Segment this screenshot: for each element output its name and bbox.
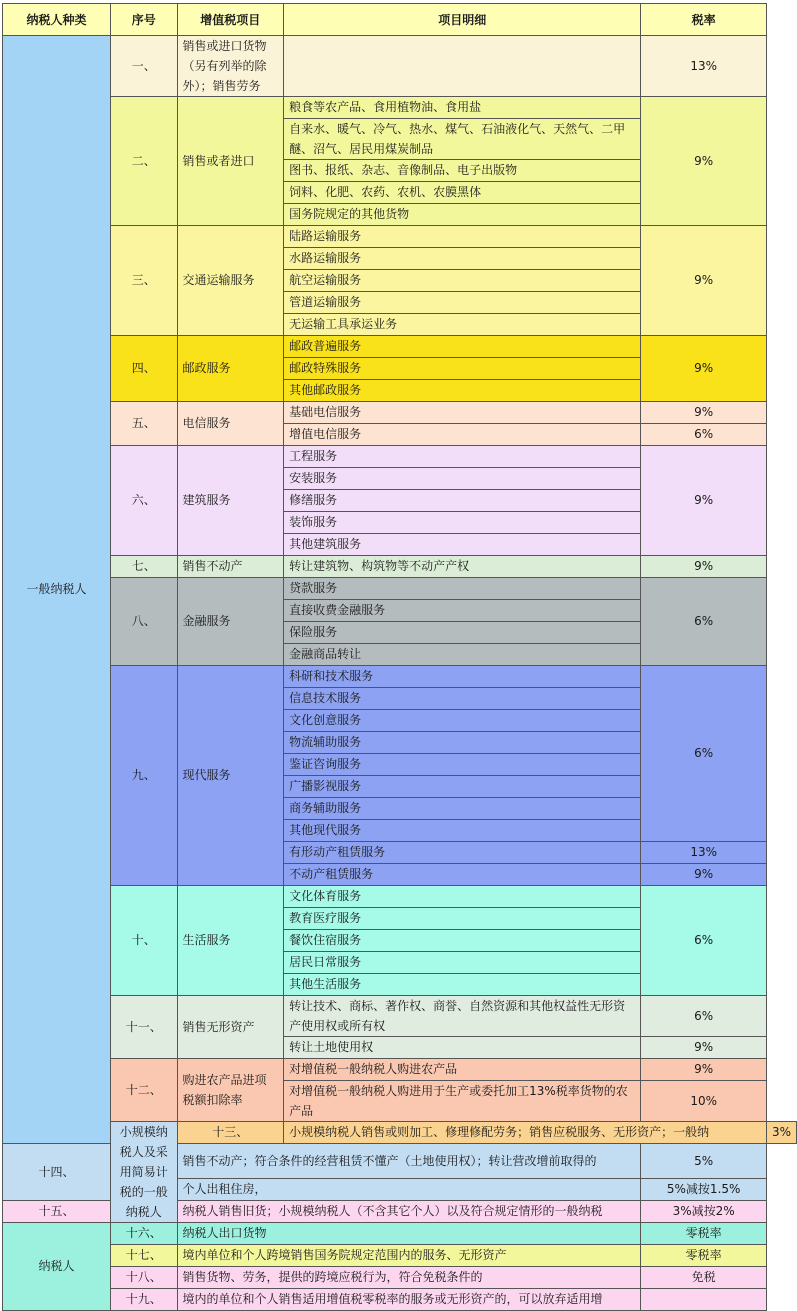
- detail-cell: 有形动产租赁服务: [284, 842, 641, 864]
- detail-cell: 信息技术服务: [284, 688, 641, 710]
- detail-cell: 图书、报纸、杂志、音像制品、电子出版物: [284, 160, 641, 182]
- detail-cell: 转让土地使用权: [284, 1037, 641, 1059]
- detail-cell: 邮政普遍服务: [284, 336, 641, 358]
- item-cell: 个人出租住房，: [177, 1179, 641, 1201]
- detail-cell: 国务院规定的其他货物: [284, 204, 641, 226]
- table-row: [3, 336, 797, 358]
- header-rate: 税率: [641, 4, 767, 36]
- detail-cell: 转让技术、商标、著作权、商誉、自然资源和其他权益性无形资产使用权或所有权: [284, 996, 641, 1037]
- rate-cell: 5%: [641, 1144, 767, 1179]
- item-cell: 购进农产品进项税额扣除率: [177, 1059, 284, 1122]
- rate-cell: 13%: [641, 842, 767, 864]
- table-row: [3, 402, 797, 424]
- item-cell: 电信服务: [177, 402, 284, 446]
- rate-cell: 9%: [641, 446, 767, 556]
- detail-cell: 商务辅助服务: [284, 798, 641, 820]
- detail-cell: 航空运输服务: [284, 270, 641, 292]
- detail-cell: 其他现代服务: [284, 820, 641, 842]
- table-row: [3, 1245, 797, 1267]
- rate-cell: [641, 1289, 767, 1311]
- detail-cell: 自来水、暖气、冷气、热水、煤气、石油液化气、天然气、二甲醚、沼气、居民用煤炭制品: [284, 119, 641, 160]
- detail-cell: [284, 36, 641, 97]
- detail-cell: 其他生活服务: [284, 974, 641, 996]
- rate-cell: 6%: [641, 578, 767, 666]
- table-row: [3, 1122, 797, 1144]
- detail-cell: 科研和技术服务: [284, 666, 641, 688]
- rate-cell: 9%: [641, 864, 767, 886]
- detail-cell: 基础电信服务: [284, 402, 641, 424]
- detail-cell: 陆路运输服务: [284, 226, 641, 248]
- table-row: [3, 578, 797, 600]
- item-cell: 销售不动产；符合条件的经营租赁不懂产（土地使用权）；转让营改增前取得的: [177, 1144, 641, 1179]
- item-cell: 生活服务: [177, 886, 284, 996]
- item-cell: 销售无形资产: [177, 996, 284, 1059]
- detail-cell: 鉴证咨询服务: [284, 754, 641, 776]
- header-detail: 项目明细: [284, 4, 641, 36]
- taxpayer-type-all: 纳税人: [3, 1223, 111, 1311]
- seq-cell: 四、: [110, 336, 177, 402]
- detail-cell: 不动产租赁服务: [284, 864, 641, 886]
- item-cell: 销售或进口货物（另有列举的除外）；销售劳务: [177, 36, 284, 97]
- item-cell: 纳税人销售旧货；小规模纳税人（不含其它个人）以及符合规定情形的一般纳税: [177, 1201, 641, 1223]
- rate-cell: 免税: [641, 1267, 767, 1289]
- detail-cell: 物流辅助服务: [284, 732, 641, 754]
- seq-cell: 十五、: [3, 1201, 111, 1223]
- seq-cell: 二、: [110, 97, 177, 226]
- item-cell: 交通运输服务: [177, 226, 284, 336]
- item-cell: 纳税人出口货物: [177, 1223, 641, 1245]
- rate-cell: 6%: [641, 996, 767, 1037]
- rate-cell: 9%: [641, 402, 767, 424]
- table-row: [3, 446, 797, 468]
- seq-cell: 十六、: [110, 1223, 177, 1245]
- detail-cell: 贷款服务: [284, 578, 641, 600]
- detail-cell: 工程服务: [284, 446, 641, 468]
- table-row: [3, 1059, 797, 1081]
- detail-cell: 餐饮住宿服务: [284, 930, 641, 952]
- table-row: [3, 226, 797, 248]
- detail-cell: 邮政特殊服务: [284, 358, 641, 380]
- rate-cell: 5%减按1.5%: [641, 1179, 767, 1201]
- detail-cell: 无运输工具承运业务: [284, 314, 641, 336]
- detail-cell: 转让建筑物、构筑物等不动产产权: [284, 556, 641, 578]
- item-cell: 金融服务: [177, 578, 284, 666]
- table-row: [3, 666, 797, 688]
- header-row: [3, 4, 797, 36]
- detail-cell: 其他建筑服务: [284, 534, 641, 556]
- detail-cell: 居民日常服务: [284, 952, 641, 974]
- item-cell: 现代服务: [177, 666, 284, 886]
- detail-cell: 装饰服务: [284, 512, 641, 534]
- header-taxpayer-type: 纳税人种类: [3, 4, 111, 36]
- seq-cell: 十七、: [110, 1245, 177, 1267]
- detail-cell: 其他邮政服务: [284, 380, 641, 402]
- taxpayer-type-general: 一般纳税人: [3, 36, 111, 1144]
- rate-cell: 零税率: [641, 1223, 767, 1245]
- detail-cell: 修缮服务: [284, 490, 641, 512]
- seq-cell: 十九、: [110, 1289, 177, 1311]
- taxpayer-type-small-scale: 小规模纳税人及采用简易计税的一般纳税人: [110, 1122, 177, 1223]
- seq-cell: 十二、: [110, 1059, 177, 1122]
- seq-cell: 十四、: [3, 1144, 111, 1201]
- seq-cell: 七、: [110, 556, 177, 578]
- item-cell: 境内的单位和个人销售适用增值税零税率的服务或无形资产的，可以放弃适用增: [177, 1289, 641, 1311]
- detail-cell: 直接收费金融服务: [284, 600, 641, 622]
- item-cell: 建筑服务: [177, 446, 284, 556]
- vat-rate-table: [2, 3, 797, 1311]
- rate-cell: 10%: [641, 1081, 767, 1122]
- header-vat-item: 增值税项目: [177, 4, 284, 36]
- seq-cell: 六、: [110, 446, 177, 556]
- rate-cell: 6%: [641, 424, 767, 446]
- table-row: [3, 1223, 797, 1245]
- rate-cell: 3%: [766, 1122, 796, 1144]
- detail-cell: 安装服务: [284, 468, 641, 490]
- detail-cell: 广播影视服务: [284, 776, 641, 798]
- rate-cell: 3%减按2%: [641, 1201, 767, 1223]
- rate-cell: 13%: [641, 36, 767, 97]
- seq-cell: 三、: [110, 226, 177, 336]
- seq-cell: 一、: [110, 36, 177, 97]
- seq-cell: 九、: [110, 666, 177, 886]
- item-cell: 销售或者进口: [177, 97, 284, 226]
- detail-cell: 水路运输服务: [284, 248, 641, 270]
- detail-cell: 粮食等农产品、食用植物油、食用盐: [284, 97, 641, 119]
- detail-cell: 增值电信服务: [284, 424, 641, 446]
- detail-cell: 文化体育服务: [284, 886, 641, 908]
- detail-cell: 文化创意服务: [284, 710, 641, 732]
- item-cell: 小规模纳税人销售或则加工、修理修配劳务；销售应税服务、无形资产；一般纳: [284, 1122, 767, 1144]
- seq-cell: 八、: [110, 578, 177, 666]
- rate-cell: 9%: [641, 97, 767, 226]
- detail-cell: 对增值税一般纳税人购进农产品: [284, 1059, 641, 1081]
- rate-cell: 6%: [641, 666, 767, 842]
- detail-cell: 金融商品转让: [284, 644, 641, 666]
- table-row: [3, 886, 797, 908]
- rate-cell: 零税率: [641, 1245, 767, 1267]
- seq-cell: 十三、: [177, 1122, 284, 1144]
- rate-cell: 9%: [641, 1037, 767, 1059]
- rate-cell: 6%: [641, 886, 767, 996]
- table-row: [3, 1289, 797, 1311]
- item-cell: 邮政服务: [177, 336, 284, 402]
- rate-cell: 9%: [641, 1059, 767, 1081]
- item-cell: 销售不动产: [177, 556, 284, 578]
- detail-cell: 教育医疗服务: [284, 908, 641, 930]
- item-cell: 境内单位和个人跨境销售国务院规定范围内的服务、无形资产: [177, 1245, 641, 1267]
- table-row: [3, 556, 797, 578]
- detail-cell: 管道运输服务: [284, 292, 641, 314]
- table-row: [3, 97, 797, 119]
- item-cell: 销售货物、劳务，提供的跨境应税行为，符合免税条件的: [177, 1267, 641, 1289]
- table-row: [3, 1267, 797, 1289]
- detail-cell: 饲料、化肥、农药、农机、农膜黑体: [284, 182, 641, 204]
- header-seq: 序号: [110, 4, 177, 36]
- detail-cell: 对增值税一般纳税人购进用于生产或委托加工13%税率货物的农产品: [284, 1081, 641, 1122]
- rate-cell: 9%: [641, 226, 767, 336]
- seq-cell: 十八、: [110, 1267, 177, 1289]
- seq-cell: 十一、: [110, 996, 177, 1059]
- rate-cell: 9%: [641, 336, 767, 402]
- rate-cell: 9%: [641, 556, 767, 578]
- seq-cell: 五、: [110, 402, 177, 446]
- detail-cell: 保险服务: [284, 622, 641, 644]
- seq-cell: 十、: [110, 886, 177, 996]
